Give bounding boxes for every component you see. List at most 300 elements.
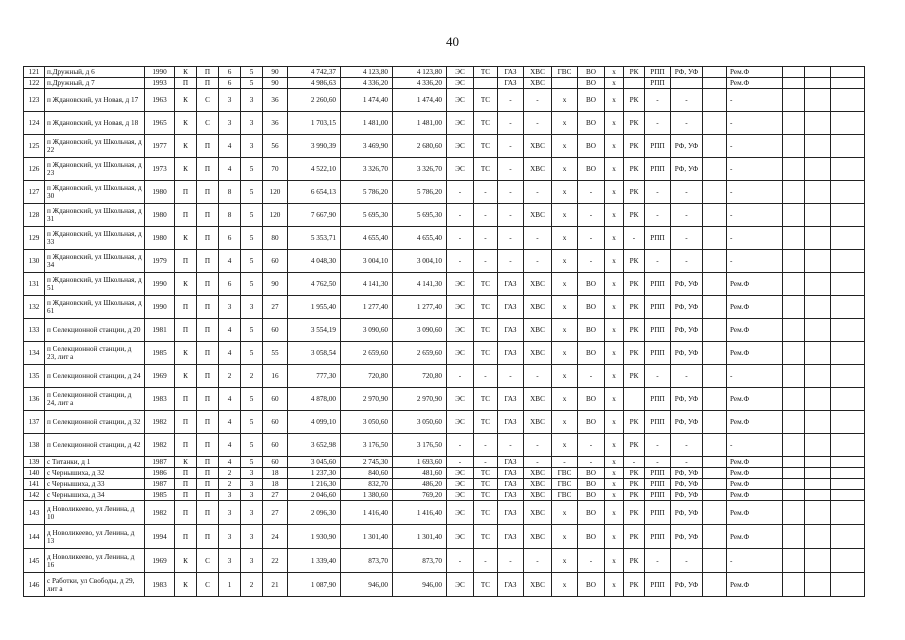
table-cell: ВО <box>578 573 605 597</box>
table-cell: - <box>498 135 524 158</box>
table-cell: - <box>645 250 671 273</box>
table-cell: ГВС <box>552 490 578 501</box>
table-cell: Рем.Ф <box>727 273 783 296</box>
table-cell: 60 <box>263 457 288 468</box>
table-cell: - <box>474 434 498 457</box>
table-cell <box>831 411 865 434</box>
table-cell <box>624 388 645 411</box>
table-cell: 3 <box>219 89 241 112</box>
table-cell: - <box>524 457 552 468</box>
table-cell: ЭС <box>447 468 474 479</box>
table-cell: 22 <box>263 549 288 573</box>
table-cell: 1973 <box>145 158 175 181</box>
table-cell: х <box>605 158 624 181</box>
table-cell: - <box>671 112 703 135</box>
row-number-cell: 125 <box>24 135 45 158</box>
table-cell <box>831 135 865 158</box>
table-cell: 1 277,40 <box>341 296 393 319</box>
table-cell: П <box>175 501 197 525</box>
table-cell: ВО <box>578 319 605 342</box>
table-cell <box>783 158 805 181</box>
table-cell: 946,00 <box>341 573 393 597</box>
table-cell: 1990 <box>145 273 175 296</box>
table-cell: - <box>447 181 474 204</box>
table-cell: 5 <box>241 78 263 89</box>
table-cell: ЭС <box>447 388 474 411</box>
address-cell: п Селекционной станции, д 24, лит а <box>45 388 145 411</box>
table-cell: - <box>727 250 783 273</box>
table-cell: х <box>605 468 624 479</box>
table-cell: - <box>645 89 671 112</box>
table-cell: - <box>498 227 524 250</box>
table-cell: х <box>552 342 578 365</box>
table-cell: 55 <box>263 342 288 365</box>
row-number-cell: 129 <box>24 227 45 250</box>
table-cell: 2 096,30 <box>288 501 341 525</box>
table-row <box>24 89 865 112</box>
table-cell: ГАЗ <box>498 457 524 468</box>
table-cell <box>805 227 831 250</box>
table-cell: ВО <box>578 525 605 549</box>
table-cell: 1994 <box>145 525 175 549</box>
table-cell: 1 301,40 <box>341 525 393 549</box>
row-number-cell: 144 <box>24 525 45 549</box>
table-cell <box>805 158 831 181</box>
table-cell: С <box>197 573 219 597</box>
table-cell: - <box>447 250 474 273</box>
table-cell <box>831 479 865 490</box>
table-cell: - <box>671 181 703 204</box>
table-cell: 56 <box>263 135 288 158</box>
table-cell: РФ, УФ <box>671 479 703 490</box>
table-cell: - <box>671 204 703 227</box>
table-cell: - <box>498 112 524 135</box>
address-cell: с Чернышиха, д 33 <box>45 479 145 490</box>
table-cell: 3 <box>219 501 241 525</box>
table-cell: П <box>197 365 219 388</box>
table-cell: П <box>175 296 197 319</box>
table-cell <box>783 319 805 342</box>
row-number-cell: 128 <box>24 204 45 227</box>
table-cell: Рем.Ф <box>727 388 783 411</box>
table-cell: ВО <box>578 273 605 296</box>
table-cell: 3 045,60 <box>288 457 341 468</box>
table-cell: ХВС <box>524 468 552 479</box>
table-cell: 1969 <box>145 549 175 573</box>
table-cell: ТС <box>474 296 498 319</box>
table-cell: 5 <box>241 227 263 250</box>
table-cell: х <box>552 135 578 158</box>
table-cell: - <box>727 181 783 204</box>
table-cell: 1 416,40 <box>341 501 393 525</box>
table-cell: - <box>447 204 474 227</box>
table-cell: - <box>552 457 578 468</box>
table-cell: - <box>671 365 703 388</box>
address-cell: п Ждановский, ул Школьная, д 31 <box>45 204 145 227</box>
address-cell: д Новоликеево, ул Ленина, д 10 <box>45 501 145 525</box>
table-cell: ВО <box>578 468 605 479</box>
table-cell: 1983 <box>145 573 175 597</box>
table-cell <box>703 573 727 597</box>
table-cell: РПП <box>645 468 671 479</box>
table-cell: 3 <box>241 525 263 549</box>
table-cell: ВО <box>578 411 605 434</box>
table-cell: - <box>671 250 703 273</box>
table-cell <box>703 501 727 525</box>
table-cell: 3 176,50 <box>341 434 393 457</box>
table-cell: 1 <box>219 573 241 597</box>
table-cell: 3 004,10 <box>341 250 393 273</box>
table-cell <box>805 89 831 112</box>
table-cell: 6 <box>219 78 241 89</box>
table-cell <box>805 549 831 573</box>
table-cell: 3 <box>241 468 263 479</box>
table-cell: 5 <box>241 181 263 204</box>
table-cell: 60 <box>263 319 288 342</box>
table-cell <box>783 388 805 411</box>
table-cell: 70 <box>263 158 288 181</box>
table-cell: 27 <box>263 490 288 501</box>
table-cell: 3 <box>219 112 241 135</box>
table-cell: ТС <box>474 490 498 501</box>
table-cell: П <box>197 78 219 89</box>
table-cell <box>703 296 727 319</box>
table-cell: ЭС <box>447 78 474 89</box>
table-cell: РФ, УФ <box>671 573 703 597</box>
table-cell: П <box>197 434 219 457</box>
table-cell: П <box>175 388 197 411</box>
row-number-cell: 142 <box>24 490 45 501</box>
table-cell: 2 <box>219 365 241 388</box>
table-cell: х <box>552 204 578 227</box>
table-cell: 5 <box>241 319 263 342</box>
address-cell: д Новоликеево, ул Ленина, д 13 <box>45 525 145 549</box>
table-cell: К <box>175 135 197 158</box>
table-cell: - <box>578 549 605 573</box>
table-cell: 1990 <box>145 67 175 78</box>
table-cell <box>783 78 805 89</box>
address-cell: п Селекционной станции, д 32 <box>45 411 145 434</box>
table-cell: ХВС <box>524 479 552 490</box>
table-cell: 2 680,60 <box>393 135 447 158</box>
table-cell: РПП <box>645 227 671 250</box>
table-cell: 946,00 <box>393 573 447 597</box>
table-cell <box>831 525 865 549</box>
table-cell: х <box>605 89 624 112</box>
table-cell <box>831 501 865 525</box>
table-row <box>24 573 865 597</box>
table-cell <box>703 434 727 457</box>
table-cell: ХВС <box>524 388 552 411</box>
table-cell: К <box>175 67 197 78</box>
table-cell: 1980 <box>145 181 175 204</box>
table-cell <box>805 457 831 468</box>
table-cell: РПП <box>645 319 671 342</box>
table-cell: 18 <box>263 468 288 479</box>
table-cell: 1 416,40 <box>393 501 447 525</box>
table-cell: ХВС <box>524 411 552 434</box>
table-cell: ХВС <box>524 296 552 319</box>
address-cell: п Ждановский, ул Новая, д 18 <box>45 112 145 135</box>
table-cell: 5 <box>241 250 263 273</box>
table-cell: ХВС <box>524 78 552 89</box>
table-cell: П <box>197 181 219 204</box>
table-cell <box>783 112 805 135</box>
table-cell: П <box>197 525 219 549</box>
table-cell: ЭС <box>447 158 474 181</box>
table-cell: - <box>727 89 783 112</box>
table-cell: - <box>498 204 524 227</box>
table-cell: 60 <box>263 388 288 411</box>
table-cell: - <box>474 181 498 204</box>
table-cell: 5 353,71 <box>288 227 341 250</box>
address-cell: п Селекционной станции, д 42 <box>45 434 145 457</box>
table-cell <box>703 67 727 78</box>
table-cell <box>805 411 831 434</box>
table-cell: ГАЗ <box>498 296 524 319</box>
address-cell: п Ждановский, ул Школьная, д 34 <box>45 250 145 273</box>
table-cell: - <box>671 434 703 457</box>
row-number-cell: 141 <box>24 479 45 490</box>
table-cell: - <box>498 181 524 204</box>
table-cell: П <box>197 457 219 468</box>
table-cell: ВО <box>578 479 605 490</box>
table-cell: 60 <box>263 250 288 273</box>
table-cell: РПП <box>645 273 671 296</box>
table-cell: 3 050,60 <box>341 411 393 434</box>
table-cell: 1982 <box>145 501 175 525</box>
table-cell: 1985 <box>145 342 175 365</box>
table-cell: К <box>175 549 197 573</box>
table-cell: П <box>197 479 219 490</box>
table-cell <box>831 468 865 479</box>
table-row <box>24 296 865 319</box>
table-cell: х <box>552 181 578 204</box>
table-cell: 2 659,60 <box>341 342 393 365</box>
table-cell: РК <box>624 549 645 573</box>
table-cell: Рем.Ф <box>727 468 783 479</box>
table-cell: 3 <box>241 135 263 158</box>
address-cell: с Работки, ул Свободы, д 29, лит а <box>45 573 145 597</box>
table-cell: - <box>524 365 552 388</box>
table-cell: 1979 <box>145 250 175 273</box>
table-cell <box>831 273 865 296</box>
table-cell: К <box>175 365 197 388</box>
table-cell: 7 667,90 <box>288 204 341 227</box>
table-cell: ВО <box>578 78 605 89</box>
table-cell: РК <box>624 296 645 319</box>
table-cell: х <box>552 296 578 319</box>
table-cell: - <box>645 204 671 227</box>
address-cell: п Ждановский, ул Школьная, д 23 <box>45 158 145 181</box>
table-cell: ВО <box>578 388 605 411</box>
table-cell: 5 <box>241 204 263 227</box>
table-cell: ХВС <box>524 273 552 296</box>
table-cell: РФ, УФ <box>671 525 703 549</box>
table-cell: ХВС <box>524 342 552 365</box>
table-cell <box>703 342 727 365</box>
table-cell <box>831 296 865 319</box>
table-cell: ГВС <box>552 468 578 479</box>
table-cell: 5 695,30 <box>341 204 393 227</box>
table-cell: х <box>605 388 624 411</box>
table-cell: 1 693,60 <box>393 457 447 468</box>
table-cell <box>703 388 727 411</box>
table-cell: 5 <box>241 388 263 411</box>
table-cell: РПП <box>645 342 671 365</box>
table-cell: 1 380,60 <box>341 490 393 501</box>
table-cell <box>703 457 727 468</box>
table-cell: - <box>727 204 783 227</box>
table-cell: ВО <box>578 296 605 319</box>
table-cell: - <box>671 549 703 573</box>
table-cell: - <box>498 158 524 181</box>
table-cell <box>831 388 865 411</box>
table-cell: 720,80 <box>393 365 447 388</box>
table-cell: х <box>605 67 624 78</box>
table-cell <box>783 89 805 112</box>
table-cell: ВО <box>578 67 605 78</box>
table-cell: 3 990,39 <box>288 135 341 158</box>
table-cell: 1 339,40 <box>288 549 341 573</box>
table-cell: ЭС <box>447 411 474 434</box>
table-cell: П <box>197 227 219 250</box>
table-cell: ЭС <box>447 490 474 501</box>
table-cell: П <box>175 434 197 457</box>
table-cell: 3 058,54 <box>288 342 341 365</box>
table-row <box>24 112 865 135</box>
table-cell: х <box>552 365 578 388</box>
table-cell <box>783 273 805 296</box>
table-cell: ГАЗ <box>498 342 524 365</box>
table-cell: ГАЗ <box>498 273 524 296</box>
table-cell: ВО <box>578 89 605 112</box>
table-cell: 3 554,19 <box>288 319 341 342</box>
table-cell: 5 <box>241 273 263 296</box>
table-cell: 1990 <box>145 296 175 319</box>
table-cell: 27 <box>263 501 288 525</box>
table-cell: - <box>645 549 671 573</box>
table-cell: х <box>552 250 578 273</box>
table-cell: 3 <box>241 112 263 135</box>
table-cell: 873,70 <box>341 549 393 573</box>
table-row <box>24 388 865 411</box>
table-cell: 1 930,90 <box>288 525 341 549</box>
table-cell: 4 986,63 <box>288 78 341 89</box>
table-cell <box>703 112 727 135</box>
table-cell: х <box>552 273 578 296</box>
table-cell: 4 <box>219 411 241 434</box>
table-cell <box>805 250 831 273</box>
table-cell: К <box>175 457 197 468</box>
table-cell: 2 <box>241 573 263 597</box>
table-cell: 1985 <box>145 490 175 501</box>
table-cell: П <box>197 67 219 78</box>
table-cell: 840,60 <box>341 468 393 479</box>
table-cell <box>703 78 727 89</box>
table-cell <box>805 573 831 597</box>
table-cell: 1 301,40 <box>393 525 447 549</box>
table-cell <box>805 434 831 457</box>
table-cell: РПП <box>645 296 671 319</box>
table-cell: ТС <box>474 479 498 490</box>
table-cell <box>783 434 805 457</box>
table-cell: П <box>175 78 197 89</box>
table-cell: РПП <box>645 490 671 501</box>
table-cell: 24 <box>263 525 288 549</box>
table-cell: ХВС <box>524 319 552 342</box>
table-cell <box>671 78 703 89</box>
table-cell: 1986 <box>145 468 175 479</box>
table-cell: 2 970,90 <box>393 388 447 411</box>
table-cell: ГАЗ <box>498 573 524 597</box>
table-cell: ЭС <box>447 479 474 490</box>
table-row <box>24 501 865 525</box>
row-number-cell: 133 <box>24 319 45 342</box>
table-cell <box>783 342 805 365</box>
table-cell: РК <box>624 468 645 479</box>
table-cell: П <box>197 250 219 273</box>
table-cell: х <box>552 549 578 573</box>
table-cell: ГАЗ <box>498 479 524 490</box>
table-cell: ЭС <box>447 135 474 158</box>
table-cell: П <box>197 273 219 296</box>
row-number-cell: 132 <box>24 296 45 319</box>
page-number: 40 <box>446 34 459 49</box>
table-row <box>24 490 865 501</box>
table-cell: П <box>197 296 219 319</box>
table-cell: П <box>197 319 219 342</box>
row-number-cell: 135 <box>24 365 45 388</box>
table-row <box>24 273 865 296</box>
table-cell: - <box>524 181 552 204</box>
table-cell <box>831 250 865 273</box>
table-cell: х <box>605 296 624 319</box>
table-row <box>24 204 865 227</box>
table-cell <box>703 135 727 158</box>
table-row <box>24 67 865 78</box>
table-cell: 3 090,60 <box>341 319 393 342</box>
table-cell: х <box>605 273 624 296</box>
table-cell: 3 090,60 <box>393 319 447 342</box>
table-cell: 120 <box>263 181 288 204</box>
table-cell <box>783 468 805 479</box>
table-cell <box>831 204 865 227</box>
table-cell: ТС <box>474 319 498 342</box>
table-cell: 1982 <box>145 411 175 434</box>
address-cell: п Ждановский, ул Школьная, д 61 <box>45 296 145 319</box>
table-cell <box>831 89 865 112</box>
table-cell: 5 786,20 <box>393 181 447 204</box>
table-cell: - <box>524 89 552 112</box>
address-cell: п Селекционной станции, д 23, лит а <box>45 342 145 365</box>
table-cell: 2 <box>219 479 241 490</box>
table-cell <box>624 78 645 89</box>
table-row <box>24 227 865 250</box>
table-cell: 4 522,10 <box>288 158 341 181</box>
table-cell: РПП <box>645 67 671 78</box>
table-cell: 4 <box>219 388 241 411</box>
table-cell: - <box>498 89 524 112</box>
table-body <box>24 67 865 597</box>
table-cell: х <box>552 501 578 525</box>
table-cell <box>831 573 865 597</box>
table-cell <box>831 319 865 342</box>
table-cell <box>783 411 805 434</box>
table-cell: - <box>727 135 783 158</box>
address-cell: с Чернышиха, д 34 <box>45 490 145 501</box>
table-cell: К <box>175 158 197 181</box>
